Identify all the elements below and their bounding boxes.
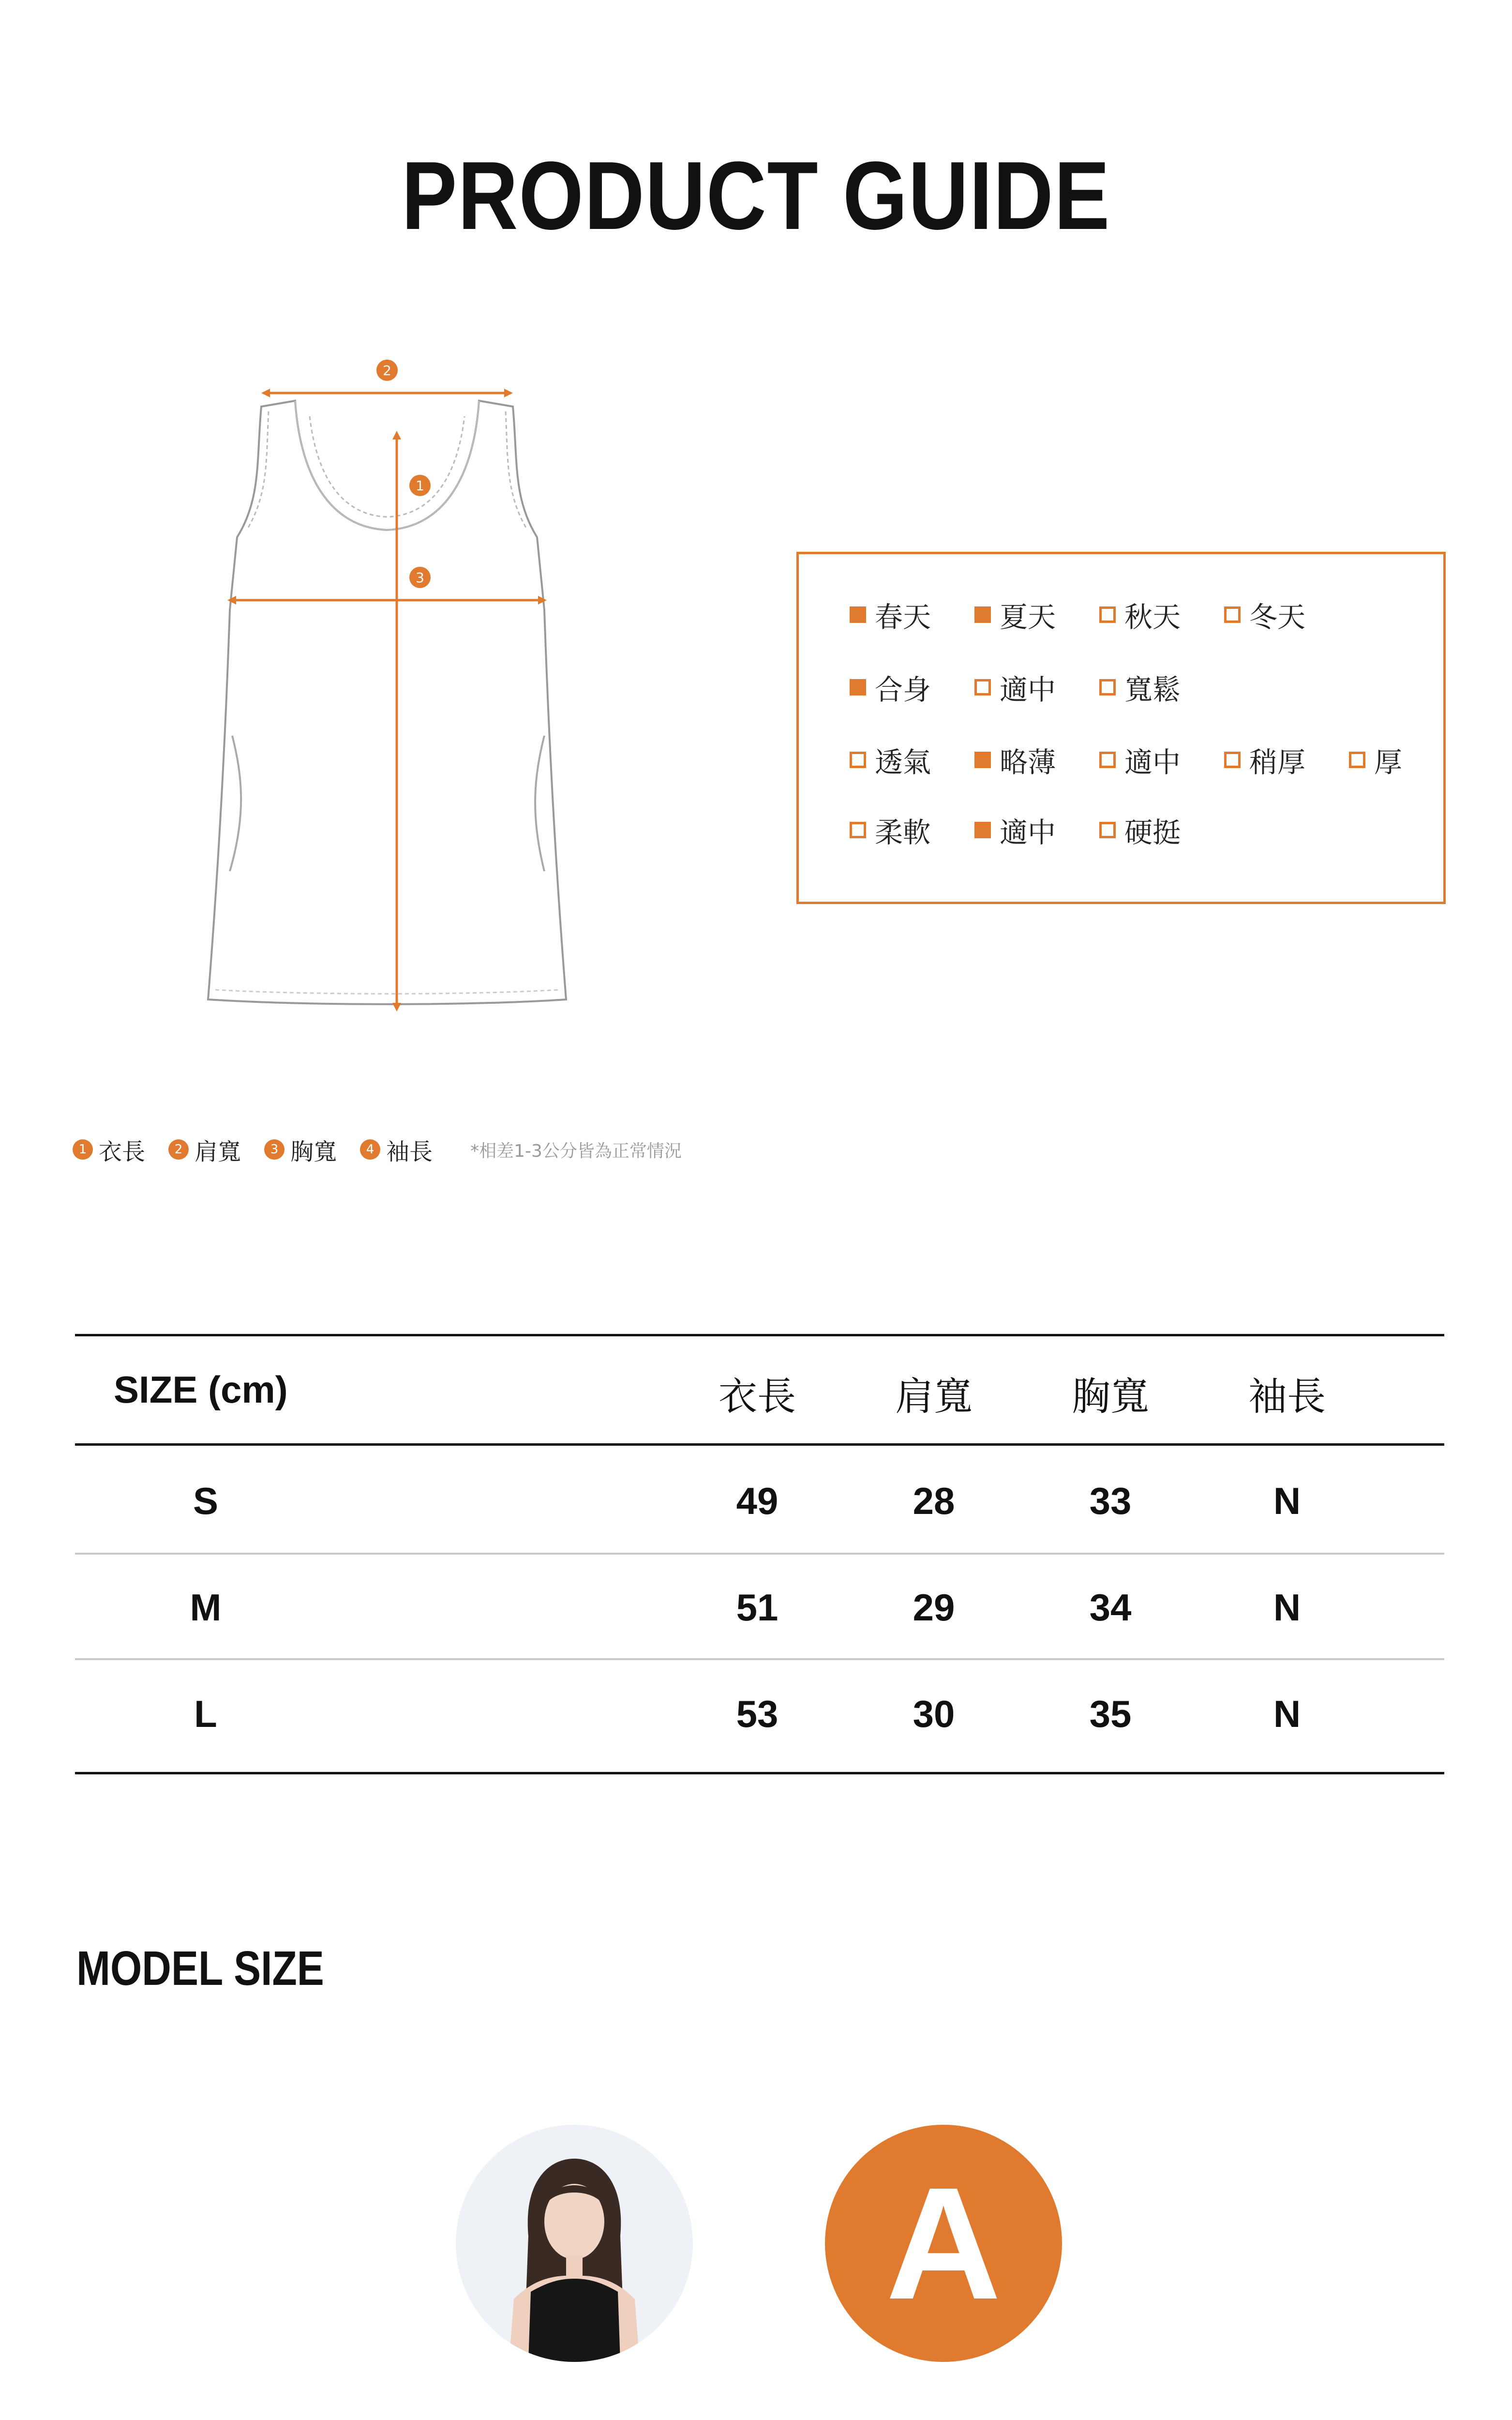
- option-summer: 夏天: [974, 598, 1099, 632]
- checkbox: [974, 679, 991, 696]
- header-shoulder: 肩寬: [895, 1374, 973, 1419]
- header-chest: 胸寬: [1072, 1374, 1149, 1419]
- checkbox: [1349, 752, 1365, 768]
- checkbox: [974, 822, 991, 838]
- option-medium-softness: 適中: [974, 813, 1099, 847]
- model-card-a: [760, 2125, 1127, 2420]
- cell-shoulder: 29: [913, 1586, 955, 1629]
- table-top-rule: [75, 1334, 1444, 1336]
- softness-row: [850, 813, 1224, 847]
- marker-2: 2: [383, 363, 391, 378]
- option-fitted: 合身: [850, 670, 974, 704]
- size-label: M: [190, 1586, 222, 1629]
- checkbox: [1099, 606, 1116, 623]
- option-medium: 適中: [1099, 743, 1224, 777]
- cell-chest: 35: [1089, 1693, 1132, 1735]
- checkbox: [1224, 606, 1241, 623]
- size-label: L: [194, 1693, 217, 1735]
- tolerance-note: *相差1-3公分皆為正常情況: [470, 1141, 682, 1161]
- fit-row: [850, 670, 1224, 704]
- table-row-divider: [75, 1553, 1444, 1555]
- checkbox: [850, 822, 866, 838]
- option-spring: 春天: [850, 598, 974, 632]
- model-card-lucy: [390, 2125, 758, 2420]
- option-loose: 寬鬆: [1099, 670, 1224, 704]
- cell-chest: 33: [1089, 1480, 1132, 1522]
- cell-sleeve: N: [1273, 1586, 1301, 1629]
- avatar-letter: A: [885, 2154, 1002, 2332]
- person-icon: [456, 2125, 693, 2362]
- cell-shoulder: 28: [913, 1480, 955, 1522]
- legend-item: 2 肩寬: [168, 1133, 241, 1166]
- table-bottom-rule: [75, 1772, 1444, 1774]
- cell-chest: 34: [1089, 1586, 1132, 1629]
- checkbox: [1099, 752, 1116, 768]
- option-thin: 略薄: [974, 743, 1099, 777]
- thickness-row: [850, 743, 1417, 777]
- option-breathable: 透氣: [850, 743, 974, 777]
- checkbox: [850, 679, 866, 696]
- garment-diagram: [184, 339, 595, 1026]
- cell-length: 53: [736, 1693, 778, 1735]
- checkbox: [1224, 752, 1241, 768]
- header-size: SIZE (cm): [114, 1368, 288, 1411]
- fabric-attributes-box: [796, 552, 1446, 904]
- table-header-rule: [75, 1443, 1444, 1446]
- marker-1: 1: [416, 478, 424, 494]
- checkbox: [850, 752, 866, 768]
- option-thick: 厚: [1349, 743, 1417, 777]
- marker-3: 3: [416, 570, 424, 586]
- legend-item: 4 袖長: [360, 1133, 433, 1166]
- table-row-divider: [75, 1658, 1444, 1660]
- size-table: [75, 1334, 1444, 1775]
- option-stiff: 硬挺: [1099, 813, 1224, 847]
- checkbox: [1099, 822, 1116, 838]
- option-autumn: 秋天: [1099, 598, 1224, 632]
- option-soft: 柔軟: [850, 813, 974, 847]
- legend-item: 1 衣長: [73, 1133, 145, 1166]
- season-row: [850, 598, 1349, 632]
- cell-length: 51: [736, 1586, 778, 1629]
- checkbox: [1099, 679, 1116, 696]
- cell-shoulder: 30: [913, 1693, 955, 1735]
- option-regular-fit: 適中: [974, 670, 1099, 704]
- size-label: S: [193, 1480, 219, 1522]
- header-sleeve: 袖長: [1248, 1374, 1326, 1419]
- model-photo: [456, 2125, 693, 2362]
- cell-sleeve: N: [1273, 1480, 1301, 1522]
- page-title: PRODUCT GUIDE: [401, 142, 1111, 250]
- garment-outline: [208, 401, 566, 1004]
- model-size-title: MODEL SIZE: [76, 1941, 324, 1996]
- header-length: 衣長: [719, 1374, 796, 1419]
- option-winter: 冬天: [1224, 598, 1349, 632]
- cell-length: 49: [736, 1480, 778, 1522]
- checkbox: [974, 606, 991, 623]
- measurement-legend: [73, 1135, 682, 1164]
- checkbox: [974, 752, 991, 768]
- model-letter-avatar: [825, 2125, 1062, 2362]
- cell-sleeve: N: [1273, 1693, 1301, 1735]
- legend-item: 3 胸寬: [264, 1133, 337, 1166]
- checkbox: [850, 606, 866, 623]
- option-slightly-thick: 稍厚: [1224, 743, 1349, 777]
